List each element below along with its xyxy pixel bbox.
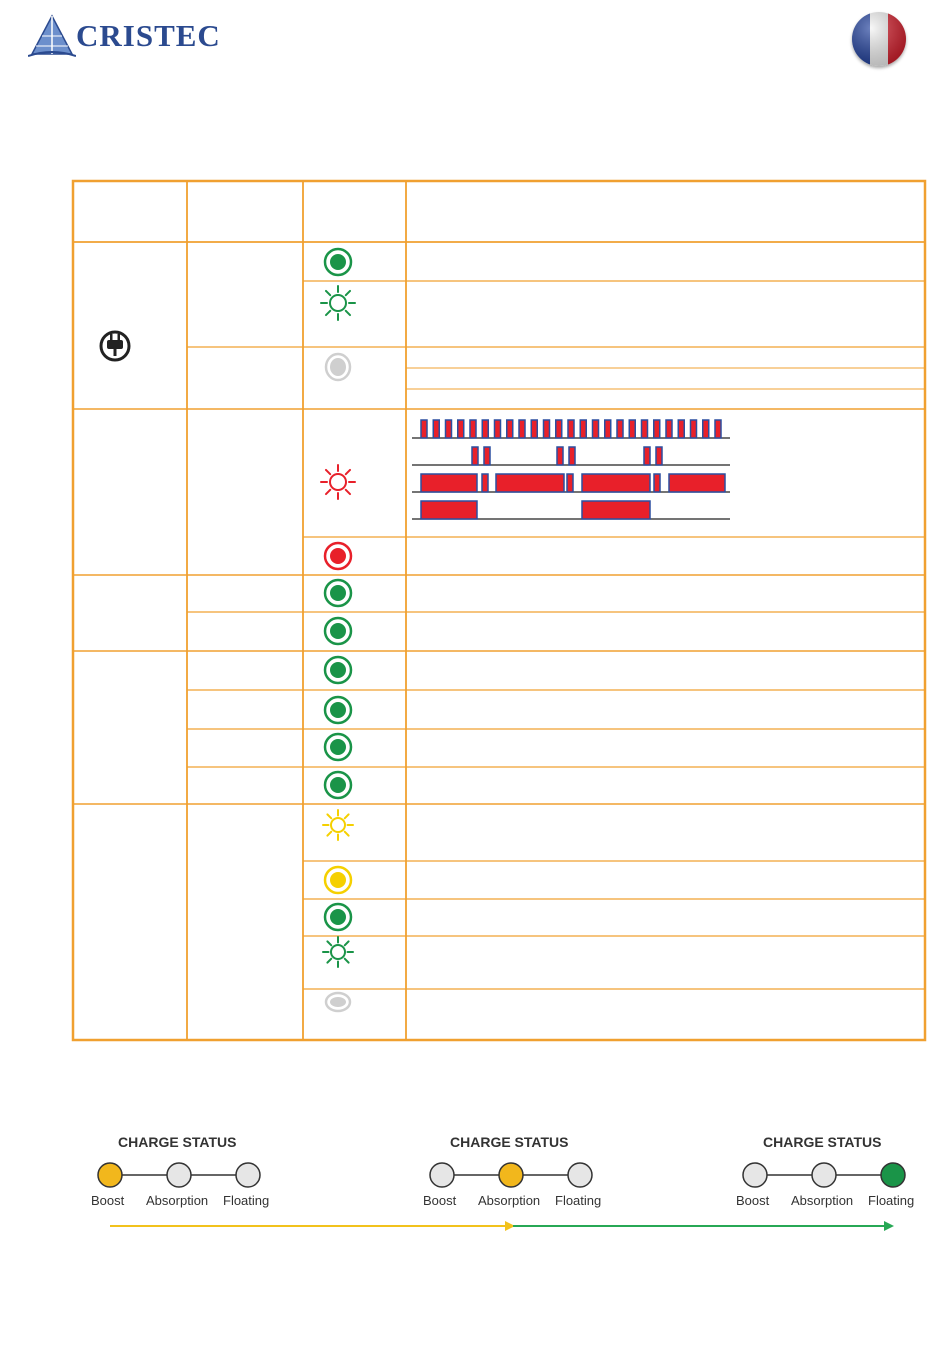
slow-blink-pulse (421, 501, 477, 519)
fast-blink-pulse (470, 420, 476, 438)
fast-blink-pulse (593, 420, 599, 438)
double-blink-pulse (569, 447, 575, 465)
red-led-steady-icon (325, 543, 351, 569)
stage-label-absorption: Absorption (791, 1193, 854, 1208)
fast-blink-pulse (544, 420, 550, 438)
short-blink-pulse (482, 474, 488, 492)
yellow-led-blinking-icon (323, 810, 353, 840)
slow-blink-pulse (582, 501, 650, 519)
led-off-icon (326, 354, 350, 380)
fast-blink-pulse (556, 420, 562, 438)
stage-label-absorption: Absorption (478, 1193, 541, 1208)
stage-label-boost: Boost (423, 1193, 457, 1208)
mains-plug-icon (101, 332, 129, 360)
fast-blink-pulse (519, 420, 525, 438)
fast-blink-pulse (703, 420, 709, 438)
short-blink-pulse (654, 474, 660, 492)
long-blink-pulse (669, 474, 725, 492)
stage-label-floating: Floating (555, 1193, 602, 1208)
charge-status-title: CHARGE STATUS (763, 1134, 882, 1150)
fast-blink-pulse (482, 420, 488, 438)
table-frame (73, 181, 925, 1040)
short-blink-pulse (567, 474, 573, 492)
fast-blink-pulse (666, 420, 672, 438)
long-blink-pulse (421, 474, 477, 492)
charge-status-title: CHARGE STATUS (450, 1134, 569, 1150)
fast-blink-pulse (458, 420, 464, 438)
fast-blink-pulse (446, 420, 452, 438)
stage-label-floating: Floating (868, 1193, 915, 1208)
fast-blink-pulse (433, 420, 439, 438)
long-blink-pulse (496, 474, 564, 492)
fast-blink-pulse (642, 420, 648, 438)
fast-blink-pulse (421, 420, 427, 438)
green-led-steady-icon (325, 734, 351, 760)
stage-label-boost: Boost (91, 1193, 125, 1208)
green-led-steady-icon (325, 249, 351, 275)
yellow-led-steady-icon (325, 867, 351, 893)
stage-label-floating: Floating (223, 1193, 270, 1208)
double-blink-pulse (644, 447, 650, 465)
double-blink-pulse (484, 447, 490, 465)
green-led-steady-icon (325, 772, 351, 798)
red-led-blinking-icon (321, 465, 355, 499)
led-off-icon (326, 993, 350, 1011)
stage-label-absorption: Absorption (146, 1193, 209, 1208)
green-led-steady-icon (325, 580, 351, 606)
green-led-steady-icon (325, 904, 351, 930)
green-led-steady-icon (325, 657, 351, 683)
fast-blink-pulse (715, 420, 721, 438)
fast-blink-pulse (617, 420, 623, 438)
fast-blink-pulse (507, 420, 513, 438)
green-led-steady-icon (325, 618, 351, 644)
fast-blink-pulse (678, 420, 684, 438)
double-blink-pulse (472, 447, 478, 465)
green-led-blinking-icon (323, 937, 353, 967)
brand-name: CRISTEC (76, 18, 221, 53)
charge-status-title: CHARGE STATUS (118, 1134, 237, 1150)
fast-blink-pulse (568, 420, 574, 438)
fast-blink-pulse (580, 420, 586, 438)
fast-blink-pulse (629, 420, 635, 438)
fast-blink-pulse (654, 420, 660, 438)
double-blink-pulse (557, 447, 563, 465)
double-blink-pulse (656, 447, 662, 465)
green-led-blinking-icon (321, 286, 355, 320)
fast-blink-pulse (605, 420, 611, 438)
fast-blink-pulse (495, 420, 501, 438)
long-blink-pulse (582, 474, 650, 492)
fast-blink-pulse (531, 420, 537, 438)
stage-label-boost: Boost (736, 1193, 770, 1208)
fast-blink-pulse (691, 420, 697, 438)
green-led-steady-icon (325, 697, 351, 723)
